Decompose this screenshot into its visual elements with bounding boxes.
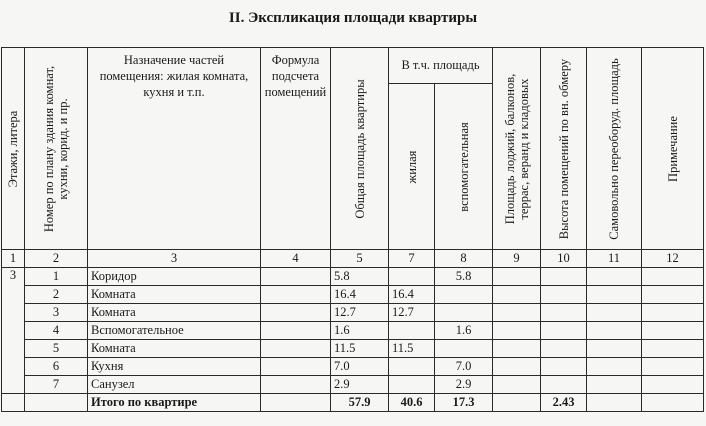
room-number: 1 [25,268,88,286]
formula-cell [261,304,331,322]
room-number: 2 [25,286,88,304]
col-number: 9 [493,250,541,268]
header-formula: Формула подсчета помещений [261,48,331,250]
room-name: Коридор [88,268,261,286]
header-floors: Этажи, литера [2,48,25,250]
aux-area-cell: 7.0 [435,358,493,376]
total-area-cell: 1.6 [331,322,389,340]
room-number: 3 [25,304,88,322]
table-row [2,376,704,394]
formula-cell [261,268,331,286]
formula-cell [261,358,331,376]
header-note: Примечание [642,48,704,250]
aux-area-cell [435,340,493,358]
header-unauthorized: Самовольно переоборуд. площадь [587,48,642,250]
living-area-cell [389,322,435,340]
table-row [2,268,704,286]
col-number: 2 [25,250,88,268]
totals-aux-area: 17.3 [435,394,493,412]
col-number: 4 [261,250,331,268]
aux-area-cell: 1.6 [435,322,493,340]
living-area-cell: 11.5 [389,340,435,358]
header-plan-number: Номер по плану здания комнат, кухни, корид. и пр. [25,48,88,250]
total-area-cell: 5.8 [331,268,389,286]
column-number-row [2,250,704,268]
formula-cell [261,340,331,358]
living-area-cell [389,268,435,286]
col-number: 11 [587,250,642,268]
room-name: Комната [88,340,261,358]
room-name: Санузел [88,376,261,394]
col-number: 10 [541,250,587,268]
formula-cell [261,322,331,340]
table-row [2,286,704,304]
explication-table [1,47,704,412]
col-number: 5 [331,250,389,268]
total-area-cell: 11.5 [331,340,389,358]
aux-area-cell: 2.9 [435,376,493,394]
aux-area-cell: 5.8 [435,268,493,286]
total-area-cell: 12.7 [331,304,389,322]
totals-living-area: 40.6 [389,394,435,412]
room-name: Комната [88,304,261,322]
totals-row [2,394,704,412]
formula-cell [261,376,331,394]
totals-label: Итого по квартире [88,394,261,412]
living-area-cell: 12.7 [389,304,435,322]
totals-height: 2.43 [541,394,587,412]
col-number: 7 [389,250,435,268]
room-name: Комната [88,286,261,304]
col-number: 1 [2,250,25,268]
col-number: 8 [435,250,493,268]
room-name: Кухня [88,358,261,376]
living-area-cell [389,358,435,376]
room-number: 5 [25,340,88,358]
living-area-cell: 16.4 [389,286,435,304]
document-title: II. Экспликация площади квартиры [228,10,478,26]
totals-total-area: 57.9 [331,394,389,412]
header-living: жилая [389,84,435,250]
table-row [2,304,704,322]
living-area-cell [389,376,435,394]
header-purpose: Назначение частей помещения: жилая комната, кухня и т.п. [88,48,261,250]
header-auxiliary: вспомогательная [435,84,493,250]
table-row [2,340,704,358]
table-row [2,358,704,376]
aux-area-cell [435,286,493,304]
total-area-cell: 7.0 [331,358,389,376]
total-area-cell: 16.4 [331,286,389,304]
total-area-cell: 2.9 [331,376,389,394]
header-incl-area: В т.ч. площадь [389,48,493,84]
header-total-area: Общая площадь квартиры [331,48,389,250]
formula-cell [261,286,331,304]
room-name: Вспомогательное [88,322,261,340]
aux-area-cell [435,304,493,322]
floor-cell: 3 [2,268,25,394]
col-number: 12 [642,250,704,268]
header-height: Высота помещений по вн. обмеру [541,48,587,250]
room-number: 6 [25,358,88,376]
table-row [2,322,704,340]
col-number: 3 [88,250,261,268]
header-loggias: Площадь лоджий, балконов, террас, веранд и кладовых [493,48,541,250]
room-number: 7 [25,376,88,394]
room-number: 4 [25,322,88,340]
